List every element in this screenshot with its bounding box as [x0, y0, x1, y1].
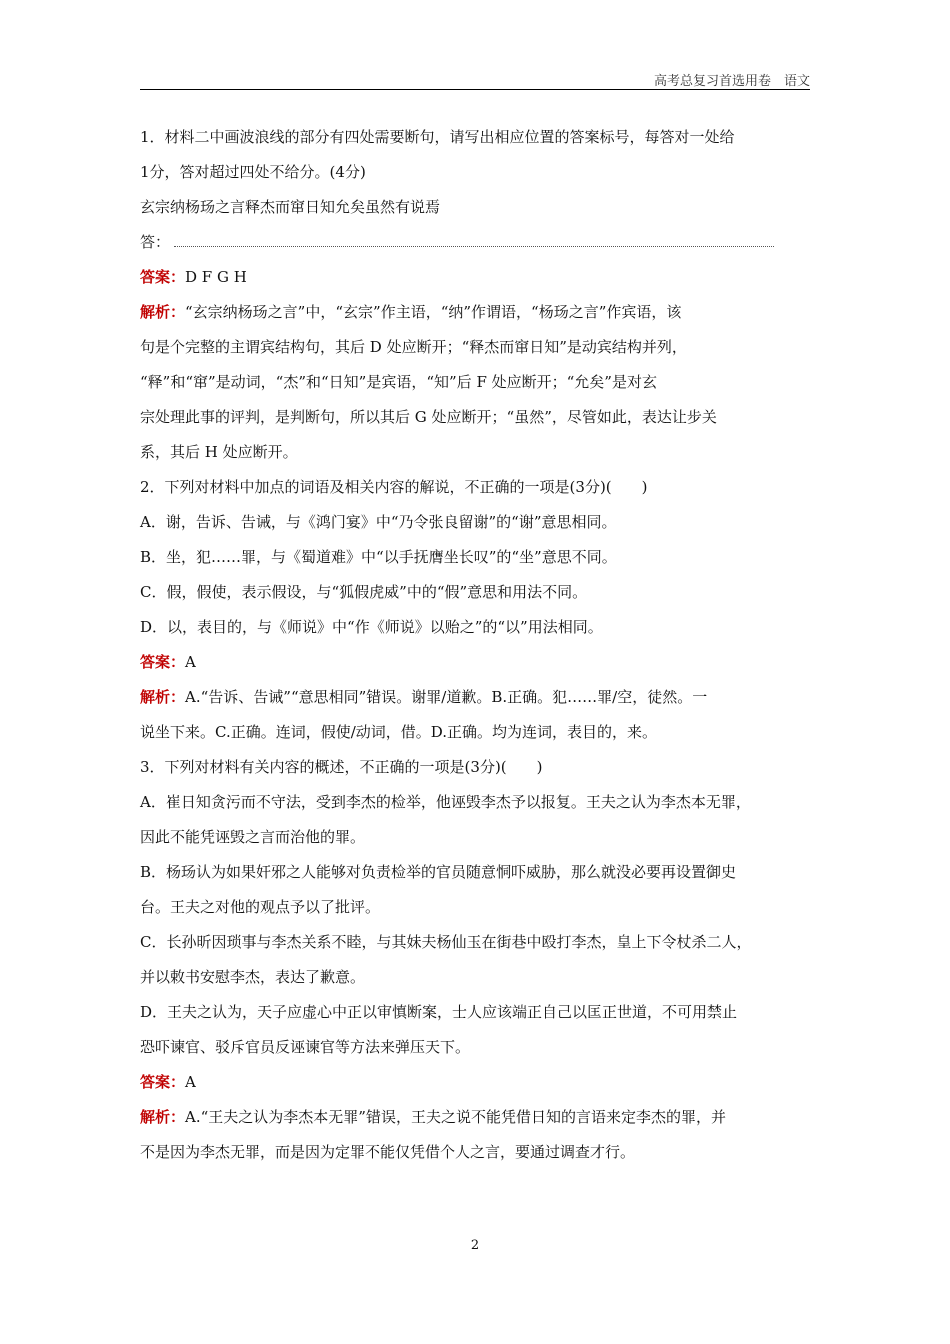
analysis-label: 解析： [140, 1108, 186, 1126]
q1-passage: 玄宗纳杨玚之言释杰而窜日知允矣虽然有说焉 [140, 198, 441, 216]
q3-option-d-line1: D．王夫之认为，天子应虚心中正以审慎断案，士人应该端正自己以匡正世道，不可用禁止 [140, 1003, 738, 1021]
q2-option-a: A．谢，告诉、告诫，与《鸿门宴》中“乃令张良留谢”的“谢”意思相同。 [140, 513, 617, 531]
q3-analysis-line [140, 1100, 812, 1135]
q2-option-d: D．以，表目的，与《师说》中“作《师说》以贻之”的“以”用法相同。 [140, 618, 603, 636]
q3-analysis-line: 不是因为李杰无罪，而是因为定罪不能仅凭借个人之言，要通过调查才行。 [140, 1143, 636, 1161]
q2-analysis-text: A.“告诉、告诫”“意思相同”错误。谢罪/道歉。B.正确。犯……罪/空，徒然。一 [185, 688, 708, 706]
q1-answer-blank-row [140, 225, 812, 260]
analysis-label: 解析： [140, 688, 186, 706]
document-body [140, 120, 812, 1170]
q1-answer: D F G H [185, 268, 247, 286]
header-divider [140, 89, 810, 90]
page-header: 高考总复习首选用卷 语文 [653, 74, 810, 89]
q1-analysis-line: “释”和“窜”是动词，“杰”和“日知”是宾语，“知”后 F 处应断开；“允矣”是对玄 [140, 373, 657, 391]
answer-label: 答案： [140, 653, 186, 671]
q3-option-c-line2: 并以敕书安慰李杰，表达了歉意。 [140, 968, 366, 986]
analysis-label: 解析： [140, 303, 186, 321]
q2-analysis-line [140, 680, 812, 715]
page-number: 2 [470, 1238, 480, 1253]
q2-option-b: B．坐，犯……罪，与《蜀道难》中“以手抚膺坐长叹”的“坐”意思不同。 [140, 548, 617, 566]
q3-option-b-line2: 台。王夫之对他的观点予以了批评。 [140, 898, 381, 916]
q2-answer-row [140, 645, 812, 680]
q3-analysis-text: A.“王夫之认为李杰本无罪”错误，王夫之说不能凭借日知的言语来定李杰的罪，并 [185, 1108, 726, 1126]
q3-answer: A [185, 1073, 196, 1091]
answer-label: 答案： [140, 268, 186, 286]
answer-label: 答案： [140, 1073, 186, 1091]
q1-answer-row [140, 260, 812, 295]
q1-analysis-line: 句是个完整的主谓宾结构句，其后 D 处应断开；“释杰而窜日知”是动宾结构并列， [140, 338, 687, 356]
q3-option-c-line1: C．长孙昕因琐事与李杰关系不睦，与其妹夫杨仙玉在街巷中殴打李杰，皇上下令杖杀二人， [140, 933, 752, 951]
q3-answer-row [140, 1065, 812, 1100]
q2-analysis-line: 说坐下来。C.正确。连词，假使/动词，借。D.正确。均为连词，表目的，来。 [140, 723, 658, 741]
q1-stem-line1: 1．材料二中画波浪线的部分有四处需要断句，请写出相应位置的答案标号，每答对一处给 [140, 128, 735, 146]
q1-answer-prompt: 答： [140, 233, 171, 251]
q3-stem: 3．下列对材料有关内容的概述，不正确的一项是(3分)( ) [140, 758, 543, 776]
q2-option-c: C．假，假使，表示假设，与“狐假虎威”中的“假”意思和用法不同。 [140, 583, 588, 601]
q3-option-a-line2: 因此不能凭诬毁之言而治他的罪。 [140, 828, 366, 846]
q1-analysis-line [140, 295, 812, 330]
q2-answer: A [185, 653, 196, 671]
q3-option-b-line1: B．杨玚认为如果奸邪之人能够对负责检举的官员随意恫吓威胁，那么就没必要再设置御史 [140, 863, 737, 881]
q1-analysis-text: “玄宗纳杨玚之言”中，“玄宗”作主语，“纳”作谓语，“杨玚之言”作宾语，该 [185, 303, 682, 321]
q3-option-a-line1: A．崔日知贪污而不守法，受到李杰的检举，他诬毁李杰予以报复。王夫之认为李杰本无罪， [140, 793, 751, 811]
q3-option-d-line2: 恐吓谏官、驳斥官员反诬谏官等方法来弹压天下。 [140, 1038, 471, 1056]
q1-stem-line2: 1分，答对超过四处不给分。(4分) [140, 163, 366, 181]
q1-analysis-line: 宗处理此事的评判，是判断句，所以其后 G 处应断开；“虽然”，尽管如此，表达让步关 [140, 408, 717, 426]
q2-stem: 2．下列对材料中加点的词语及相关内容的解说，不正确的一项是(3分)( ) [140, 478, 648, 496]
q1-answer-blank[interactable] [174, 232, 774, 247]
q1-analysis-line: 系，其后 H 处应断开。 [140, 443, 298, 461]
